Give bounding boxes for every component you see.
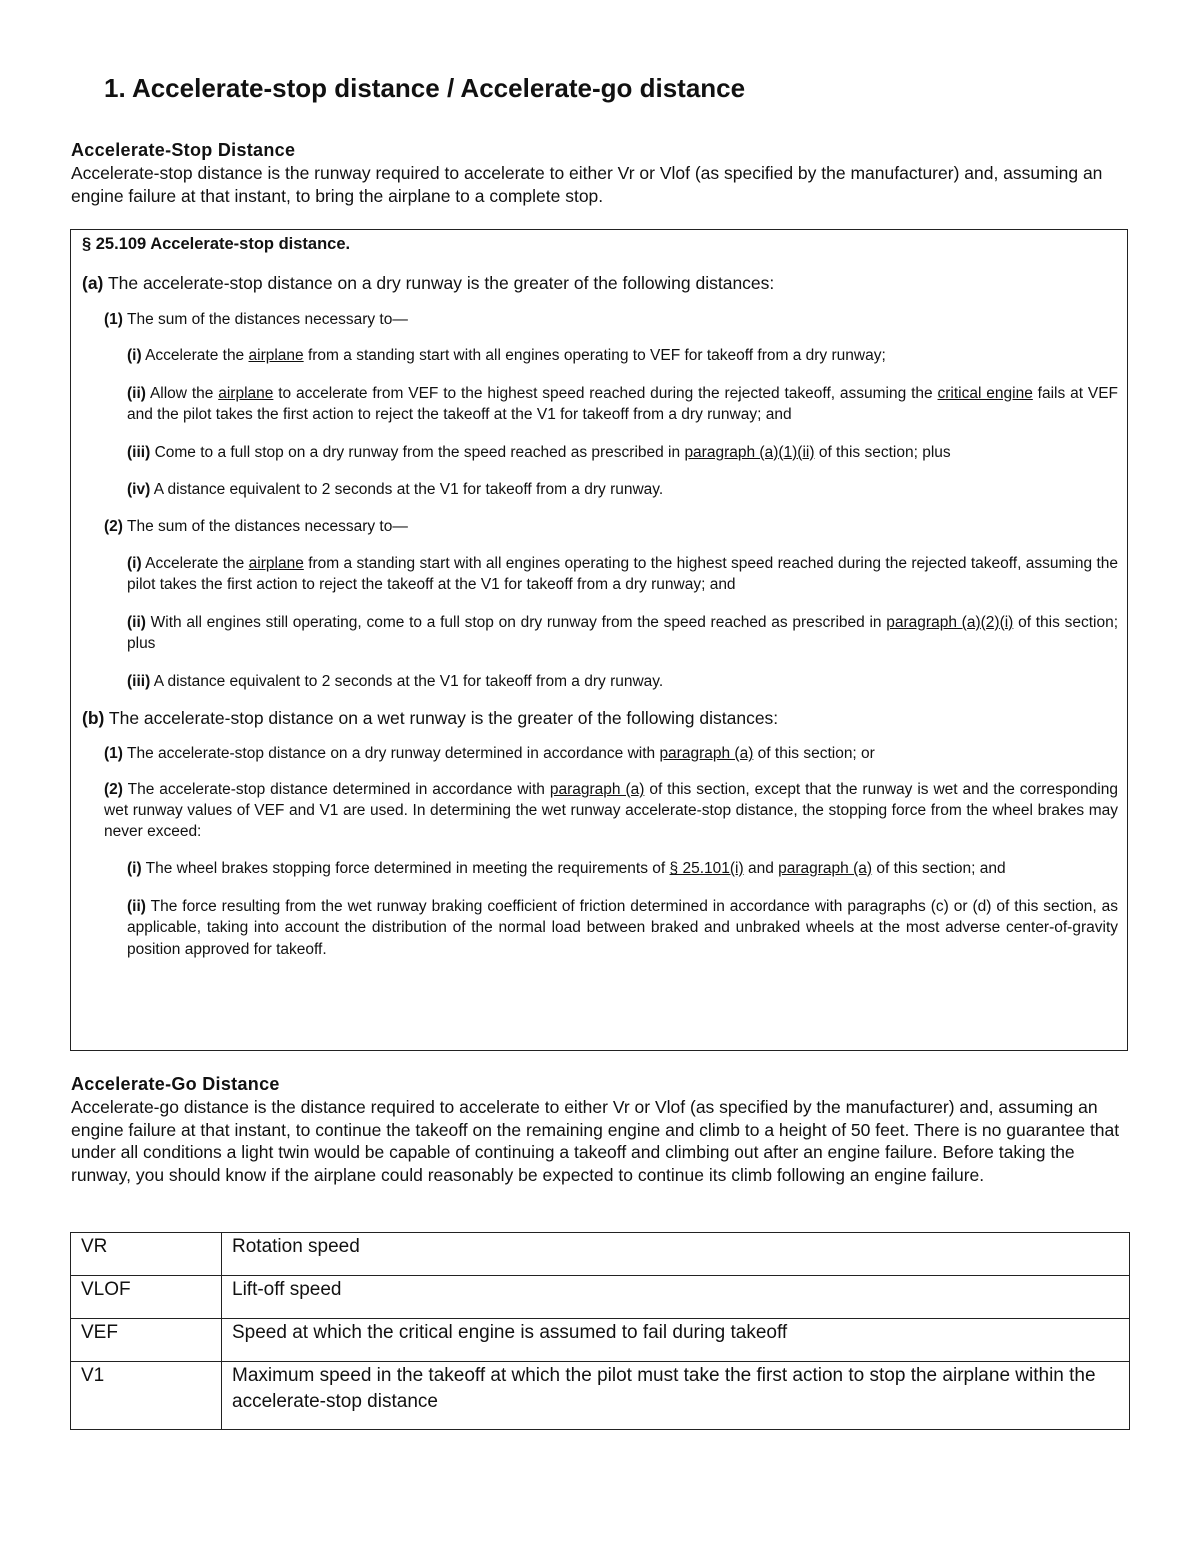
cross-reference-link[interactable]: paragraph (a) — [659, 745, 754, 762]
paragraph-text: The wheel brakes stopping force determined in meeting the requirements of — [145, 860, 670, 877]
table-row — [71, 1362, 1130, 1430]
paragraph-number: (i) — [127, 554, 142, 572]
paragraph-text: The force resulting from the wet runway braking coefficient of friction determined in accordance with paragraphs (c) or (d) of this section, as applicable, taking into account the distribution of the normal load between braked and unbraked wheels at the most adverse center-of-gravity position approved for takeoff. — [127, 897, 1118, 958]
cross-reference-link[interactable]: critical engine — [937, 384, 1033, 402]
paragraph-text: Come to a full stop on a dry runway from the speed reached as prescribed in — [154, 443, 685, 461]
regulation-paragraph — [82, 896, 1118, 961]
regulation-paragraph — [82, 309, 1118, 330]
regulation-box — [70, 229, 1128, 1051]
paragraph-number: (ii) — [127, 613, 146, 631]
regulation-paragraph — [82, 553, 1118, 596]
regulation-paragraph — [82, 479, 1118, 501]
cross-reference-link[interactable]: airplane — [248, 347, 304, 364]
regulation-paragraph — [82, 345, 1118, 367]
paragraph-text: of this section; or — [753, 745, 875, 762]
paragraph-text: Accelerate the — [145, 554, 249, 572]
cross-reference-link[interactable]: airplane — [248, 554, 304, 572]
paragraph-number: (iii) — [127, 443, 151, 461]
paragraph-text: and — [743, 860, 779, 877]
paragraph-text: from a standing start with all engines operating to VEF for takeoff from a dry runway; — [303, 347, 886, 364]
paragraph-text: of this section; and — [872, 860, 1006, 877]
table-row — [71, 1319, 1130, 1362]
regulation-paragraph — [82, 272, 1118, 294]
definition-meaning: Speed at which the critical engine is assumed to fail during takeoff — [222, 1319, 1130, 1362]
paragraph-number: (1) — [104, 745, 123, 762]
paragraph-text: A distance equivalent to 2 seconds at the V1 for takeoff from a dry runway. — [153, 672, 664, 690]
regulation-paragraph — [82, 743, 1118, 764]
definition-meaning: Lift-off speed — [222, 1276, 1130, 1319]
definition-term: VLOF — [71, 1276, 222, 1319]
paragraph-number: (b) — [82, 708, 105, 728]
speed-definitions-table — [70, 1232, 1130, 1430]
regulation-paragraph — [82, 858, 1118, 880]
cross-reference-link[interactable]: paragraph (a) — [778, 860, 873, 877]
paragraph-number: (i) — [127, 347, 142, 364]
paragraph-text: Accelerate the — [145, 347, 249, 364]
table-row — [71, 1233, 1130, 1276]
paragraph-text: The accelerate-stop distance determined in accordance with — [127, 781, 550, 798]
cross-reference-link[interactable]: airplane — [218, 384, 274, 402]
paragraph-text: The accelerate-stop distance on a dry runway determined in accordance with — [126, 745, 660, 762]
regulation-paragraph — [82, 442, 1118, 464]
cross-reference-link[interactable]: § 25.101(i) — [669, 860, 744, 877]
paragraph-text: Allow the — [149, 384, 219, 402]
cross-reference-link[interactable]: paragraph (a) — [549, 781, 645, 798]
paragraph-text: The sum of the distances necessary to— — [126, 311, 408, 328]
paragraph-number: (ii) — [127, 384, 146, 402]
regulation-title: § 25.109 Accelerate-stop distance. — [82, 235, 351, 253]
regulation-paragraph — [82, 671, 1118, 693]
cross-reference-link[interactable]: paragraph (a)(1)(ii) — [684, 443, 815, 461]
paragraph-text: fails at VEF and the pilot takes the first action to reject the takeoff at the V1 for takeoff from a dry runway; and — [127, 384, 1119, 423]
regulation-paragraph — [82, 383, 1118, 426]
definition-term: VEF — [71, 1319, 222, 1362]
page-title: 1. Accelerate-stop distance / Accelerate-go distance — [104, 73, 746, 103]
paragraph-text: of this section; plus — [127, 613, 1118, 652]
regulation-paragraph — [82, 707, 1118, 729]
paragraph-text: of this section; plus — [814, 443, 951, 461]
cross-reference-link[interactable]: paragraph (a)(2)(i) — [886, 613, 1014, 631]
accelerate-go-heading: Accelerate-Go Distance — [71, 1074, 280, 1094]
paragraph-text: to accelerate from VEF to the highest speed reached during the rejected takeoff, assuming the — [273, 384, 938, 402]
regulation-content — [82, 233, 1118, 960]
paragraph-text: from a standing start with all engines operating to the highest speed reached during the rejected takeoff, assuming the pilot takes the first action to reject the takeoff at the V1 for takeoff from a dry runway; and — [127, 554, 1119, 593]
definition-term: V1 — [71, 1362, 222, 1430]
paragraph-text: The accelerate-stop distance on a dry runway is the greater of the following distances: — [107, 273, 775, 293]
paragraph-number: (2) — [104, 517, 123, 535]
regulation-paragraph — [82, 779, 1118, 842]
paragraph-number: (a) — [82, 273, 104, 293]
paragraph-text: With all engines still operating, come to a full stop on dry runway from the speed reached as prescribed in — [150, 613, 887, 631]
definition-term: VR — [71, 1233, 222, 1276]
table-row — [71, 1276, 1130, 1319]
accelerate-stop-description: Accelerate-stop distance is the runway required to accelerate to either Vr or Vlof (as specified by the manufacturer) and, assuming an engine failure at that instant, to bring the airplane to a complete stop. — [71, 163, 1103, 206]
paragraph-number: (i) — [127, 860, 142, 877]
paragraph-number: (2) — [104, 781, 123, 798]
definition-meaning: Maximum speed in the takeoff at which the pilot must take the first action to stop the airplane within the accelerate-stop distance — [222, 1362, 1130, 1430]
paragraph-text: The sum of the distances necessary to— — [126, 517, 408, 535]
paragraph-number: (iii) — [127, 672, 151, 690]
accelerate-go-description: Accelerate-go distance is the distance required to accelerate to either Vr or Vlof (as specified by the manufacturer) and, assuming an engine failure at that instant, to continue the takeoff on the remaining engine and climb to a height of 50 feet. There is no guarantee that under all conditions a light twin would be capable of continuing a takeoff and climbing out after an engine failure. Before taking the runway, you should know if the airplane could reasonably be expected to continue its climb following an engine failure. — [71, 1097, 1120, 1185]
paragraph-text: of this section, except that the runway is wet and the corresponding wet runway values of VEF and V1 are used. In determining the wet runway accelerate-stop distance, the stopping force from the wheel brakes may never exceed: — [104, 781, 1118, 840]
accelerate-stop-heading: Accelerate-Stop Distance — [71, 140, 296, 160]
regulation-paragraph — [82, 516, 1118, 537]
definition-meaning: Rotation speed — [222, 1233, 1130, 1276]
paragraph-text: The accelerate-stop distance on a wet runway is the greater of the following distances: — [108, 708, 779, 728]
paragraph-number: (iv) — [127, 481, 151, 498]
regulation-paragraph — [82, 612, 1118, 655]
paragraph-number: (1) — [104, 311, 123, 328]
paragraph-text: A distance equivalent to 2 seconds at the V1 for takeoff from a dry runway. — [153, 481, 664, 498]
paragraph-number: (ii) — [127, 897, 146, 915]
